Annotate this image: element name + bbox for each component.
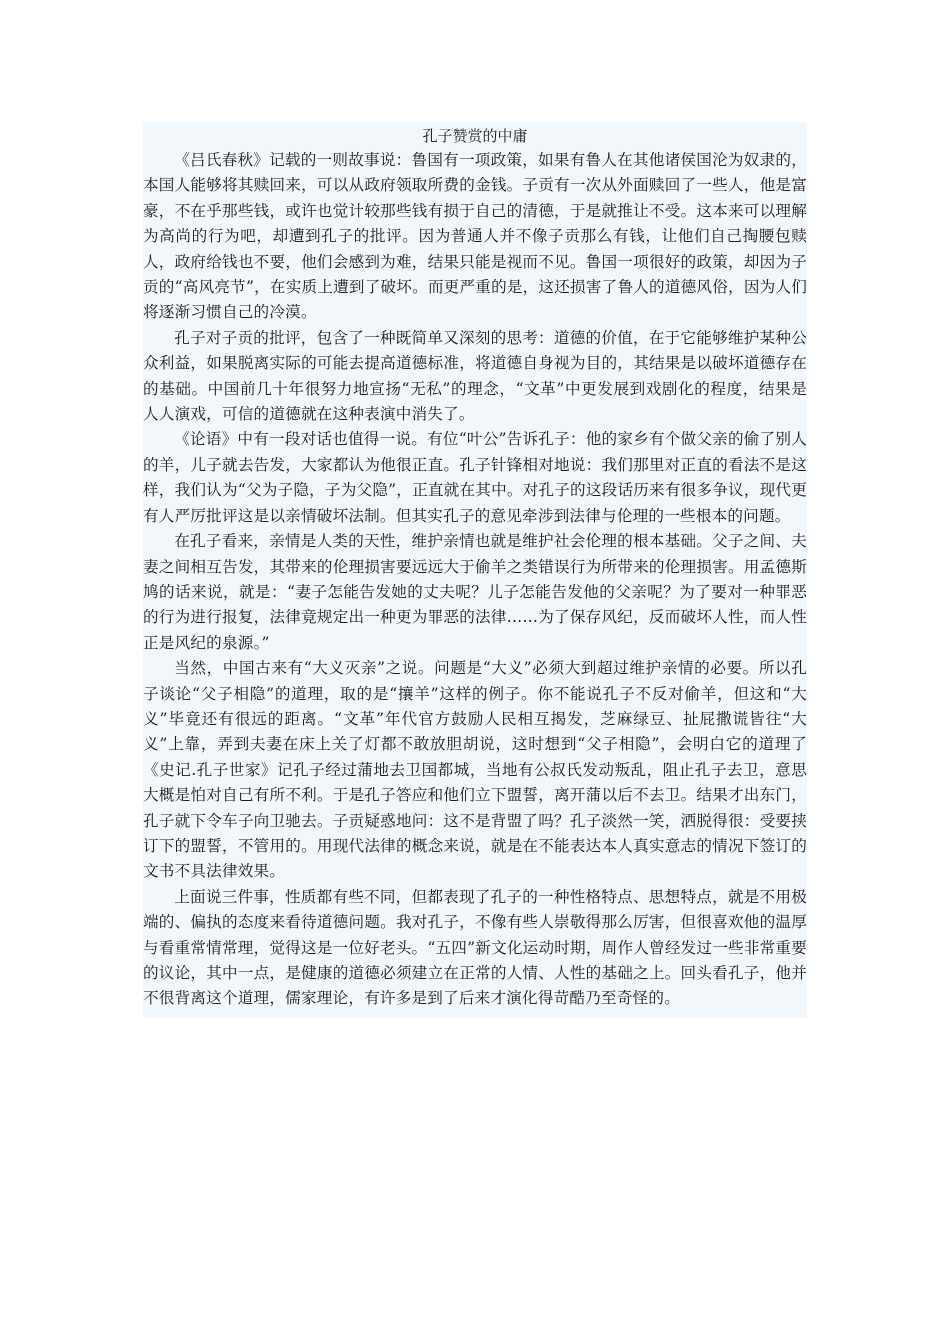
paragraph-1: 《吕氏春秋》记载的一则故事说：鲁国有一项政策，如果有鲁人在其他诸侯国沦为奴隶的，本国人能够将其赎回来，可以从政府领取所费的金钱。子贡有一次从外面赎回了一些人，他是富豪，不在乎那些钱，或许也觉计较那些钱有损于自己的清德，于是就推让不受。这本来可以理解为高尚的行为吧，却遭到孔子的批评。因为普通人并不像子贡那么有钱，让他们自己掏腰包赎人，政府给钱也不要，他们会感到为难，结果只能是视而不见。鲁国一项很好的政策，却因为子贡的“高风亮节”，在实质上遭到了破坏。而更严重的是，这还损害了鲁人的道德风俗，因为人们将逐渐习惯自己的冷漠。 <box>143 151 807 322</box>
paragraph-4: 在孔子看来，亲情是人类的天性，维护亲情也就是维护社会伦理的根本基础。父子之间、夫妻之间相互告发，其带来的伦理损害要远远大于偷羊之类错误行为所带来的伦理损害。用孟德斯鸠的话来说，就是：“妻子怎能告发她的丈夫呢？儿子怎能告发他的父亲呢？为了要对一种罪恶的行为进行报复，法律竟规定出一种更为罪恶的法律……为了保存风纪，反而破坏人性，而人性正是风纪的泉源。” <box>143 532 807 652</box>
article-title: 孔子赞赏的中庸 <box>422 127 528 145</box>
paragraph-3: 《论语》中有一段对话也值得一说。有位“叶公”告诉孔子：他的家乡有个做父亲的偷了别人的羊，儿子就去告发，大家都认为他很正直。孔子针锋相对地说：我们那里对正直的看法不是这样，我们认为“父为子隐，子为父隐”，正直就在其中。对孔子的这段话历来有很多争议，现代更有人严厉批评这是以亲情破坏法制。但其实孔子的意见牵涉到法律与伦理的一些根本的问题。 <box>143 430 807 525</box>
paragraph-5: 当然，中国古来有“大义灭亲”之说。问题是“大义”必须大到超过维护亲情的必要。所以孔子谈论“父子相隐”的道理，取的是“攘羊”这样的例子。你不能说孔子不反对偷羊，但这和“大义”毕竟还有很远的距离。“文革”年代官方鼓励人民相互揭发，芝麻绿豆、扯屁撒谎皆往“大义”上靠，弄到夫妻在床上关了灯都不敢放胆胡说，这时想到“父子相隐”，会明白它的道理了《史记.孔子世家》记孔子经过蒲地去卫国都城，当地有公叔氏发动叛乱，阻止孔子去卫，意思大概是怕对自己有所不利。于是孔子答应和他们立下盟誓，离开蒲以后不去卫。结果才出东门，孔子就下令车子向卫驰去。子贡疑惑地问：这不是背盟了吗？孔子淡然一笑，洒脱得很：受要挟订下的盟誓，不管用的。用现代法律的概念来说，就是在不能表达本人真实意志的情况下签订的文书不具法律效果。 <box>143 659 807 881</box>
paragraph-6: 上面说三件事，性质都有些不同，但都表现了孔子的一种性格特点、思想特点，就是不用极端的、偏执的态度来看待道德问题。我对孔子，不像有些人崇敬得那么厉害，但很喜欢他的温厚与看重常情常理，觉得这是一位好老头。“五四”新文化运动时期，周作人曾经发过一些非常重要的议论，其中一点，是健康的道德必须建立在正常的人情、人性的基础之上。回头看孔子，他并不很背离这个道理，儒家理论，有许多是到了后来才演化得苛酷乃至奇怪的。 <box>143 887 807 1008</box>
article-body <box>143 122 807 1018</box>
paragraph-2: 孔子对子贡的批评，包含了一种既简单又深刻的思考：道德的价值，在于它能够维护某种公众利益，如果脱离实际的可能去提高道德标准，将道德自身视为目的，其结果是以破坏道德存在的基础。中国前几十年很努力地宣扬“无私”的理念，“文革”中更发展到戏剧化的程度，结果是人人演戏，可信的道德就在这种表演中消失了。 <box>143 328 807 424</box>
